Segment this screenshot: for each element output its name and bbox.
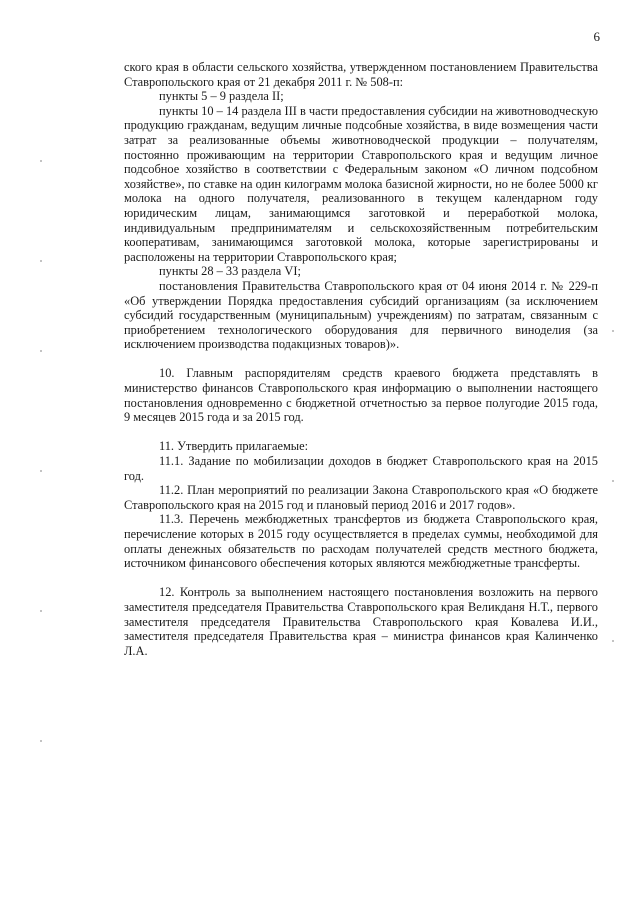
scan-dot	[40, 740, 42, 742]
scan-dot	[40, 470, 42, 472]
scan-dot	[40, 160, 42, 162]
scan-dot	[612, 330, 614, 332]
paragraph-clause-11-2: 11.2. План мероприятий по реализации Закона Ставропольского края «О бюджете Ставропольского края на 2015 год и плановый период 2016 и 2017 годов».	[124, 483, 598, 512]
paragraph-clause-11-1: 11.1. Задание по мобилизации доходов в бюджет Ставропольского края на 2015 год.	[124, 454, 598, 483]
paragraph-item-section-3: пункты 10 – 14 раздела III в части предоставления субсидии на животноводческую продукцию гражданам, ведущим личные подсобные хозяйства, в виде возмещения части затрат за реализованные объемы животноводческой продукции – получателям, постоянно проживающим на территории Ставропольского края и ведущим личное подсобное хозяйство в соответствии с Федеральным законом «О личном подсобном хозяйстве», по ставке на один килограмм молока базисной жирности, но не более 5000 кг молока на одного получателя, реализованного в текущем календарном году юридическим лицам, занимающимся заготовкой и переработкой молока, индивидуальным предпринимателям и сельскохозяйственным потребительским кооперативам, занимающимся заготовкой молока, которые зарегистрированы и расположены на территории Ставропольского края;	[124, 103, 598, 264]
paragraph-clause-12: 12. Контроль за выполнением настоящего постановления возложить на первого заместителя председателя Правительства Ставропольского края Великданя Н.Т., первого заместителя председателя Правительства Ставропольского края Ковалева И.И., заместителя председателя Правительства края – министра финансов края Калинченко Л.А.	[124, 585, 598, 658]
paragraph-resolution-229: постановления Правительства Ставропольского края от 04 июня 2014 г. № 229-п «Об утверждении Порядка предоставления субсидий организациям (за исключением субсидий государственным (муниципальным) учреждениям) по затратам, связанным с приобретением технологического оборудования для первичного виноделия (за исключением производства подакцизных товаров)».	[124, 278, 598, 352]
paragraph-clause-10: 10. Главным распорядителям средств краевого бюджета представлять в министерство финансов Ставропольского края информацию о выполнении настоящего постановления одновременно с бюджетной отчетностью за первое полугодие 2015 года, 9 месяцев 2015 года и за 2015 год.	[124, 366, 598, 425]
scan-dot	[612, 480, 614, 482]
paragraph-item-section-2: пункты 5 – 9 раздела II;	[159, 89, 284, 104]
scan-dot	[40, 610, 42, 612]
document-body	[124, 60, 598, 658]
scan-dot	[612, 640, 614, 642]
paragraph-item-section-6: пункты 28 – 33 раздела VI;	[159, 264, 301, 279]
paragraph-clause-11: 11. Утвердить прилагаемые:	[159, 439, 309, 454]
paragraph-clause-11-3: 11.3. Перечень межбюджетных трансфертов из бюджета Ставропольского края, перечисление которых в 2015 году осуществляется в пределах суммы, необходимой для оплаты денежных обязательств по расходам получателей средств местного бюджета, источником финансового обеспечения которых являются межбюджетные трансферты.	[124, 512, 598, 571]
page-number: 6	[593, 29, 600, 44]
paragraph-continuation: ского края в области сельского хозяйства, утвержденном постановлением Правительства Ставропольского края от 21 декабря 2011 г. № 508-п:	[124, 60, 598, 89]
scan-dot	[40, 260, 42, 262]
scan-dot	[40, 350, 42, 352]
